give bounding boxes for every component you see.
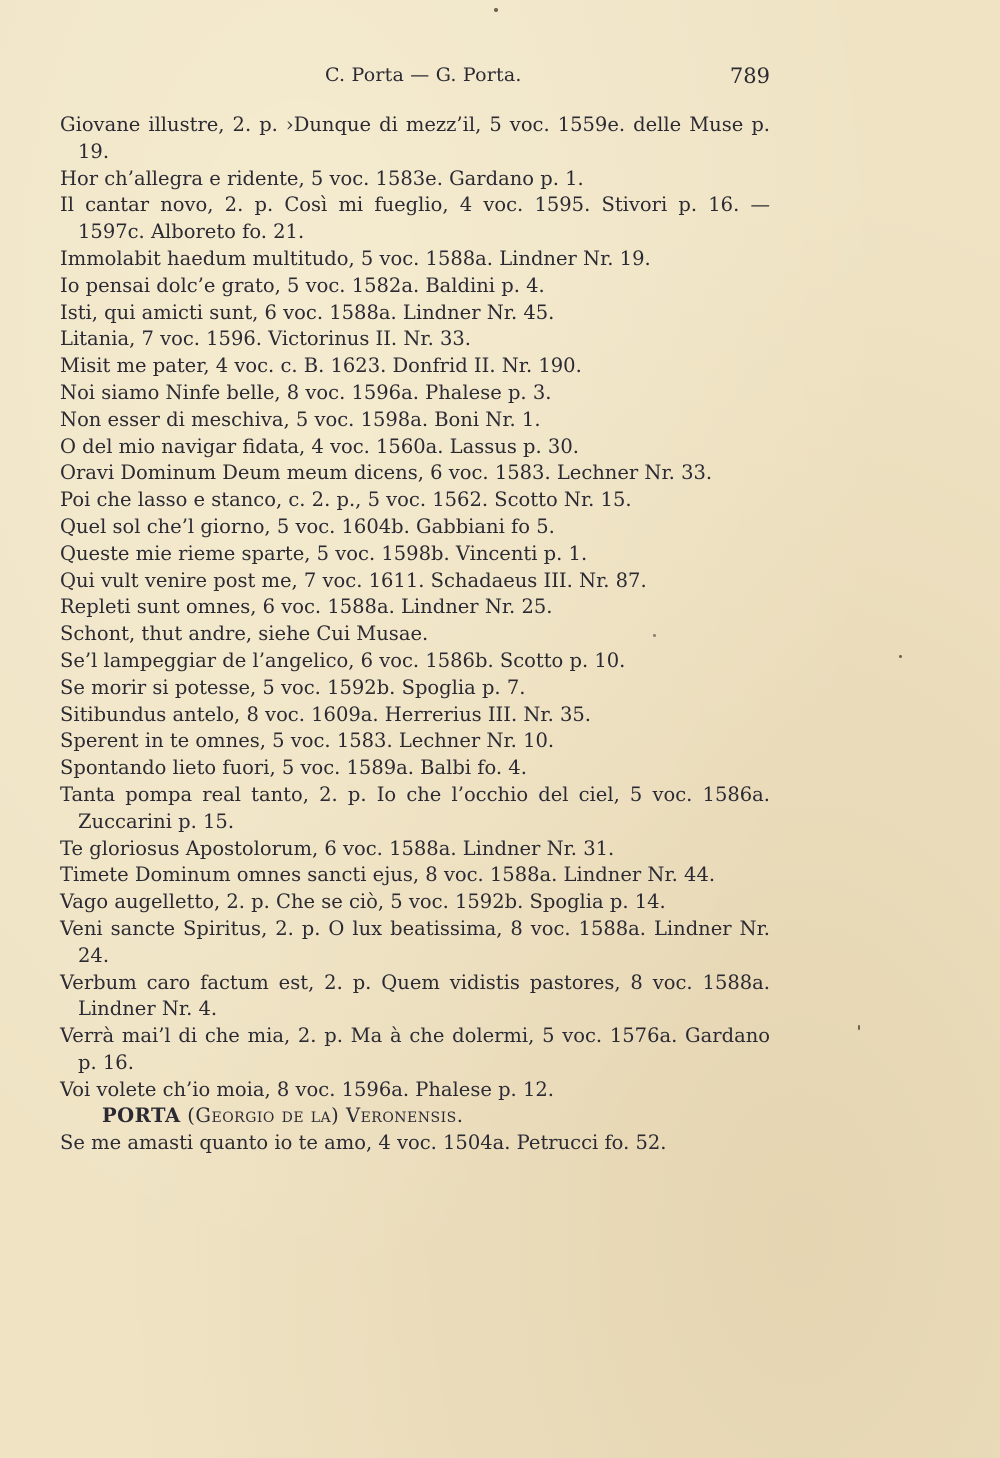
list-item: Voi volete ch’io moia, 8 voc. 1596a. Phalese p. 12. bbox=[60, 1077, 554, 1101]
list-item: Poi che lasso e stanco, c. 2. p., 5 voc. 1562. Scotto Nr. 15. bbox=[60, 488, 632, 512]
list-item: Vago augelletto, 2. p. Che se ciò, 5 voc. 1592b. Spoglia p. 14. bbox=[60, 890, 666, 914]
paper-speck bbox=[653, 634, 656, 637]
list-item: Verbum caro factum est, 2. p. Quem vidistis pastores, 8 voc. 1588a. Lindner Nr. 4. bbox=[60, 970, 770, 1021]
heading-open-paren: ( bbox=[180, 1104, 196, 1128]
list-item: Isti, qui amicti sunt, 6 voc. 1588a. Lindner Nr. 45. bbox=[60, 300, 555, 324]
list-item: Giovane illustre, 2. p. ›Dunque di mezz’il, 5 voc. 1559e. delle Muse p. 19. bbox=[60, 113, 770, 163]
section-heading bbox=[60, 1103, 770, 1130]
list-item: Il cantar novo, 2. p. Così mi fueglio, 4 voc. 1595. Stivori p. 16. — 1597c. Alboreto fo. 21. bbox=[60, 193, 770, 244]
list-item: Non esser di meschiva, 5 voc. 1598a. Boni Nr. 1. bbox=[60, 407, 541, 431]
catalog-entries bbox=[60, 112, 770, 1157]
list-item: Io pensai dolc’e grato, 5 voc. 1582a. Baldini p. 4. bbox=[60, 273, 545, 297]
list-item: Tanta pompa real tanto, 2. p. Io che l’occhio del ciel, 5 voc. 1586a. Zuccarini p. 15. bbox=[60, 782, 770, 833]
list-item: Timete Dominum omnes sancti ejus, 8 voc. 1588a. Lindner Nr. 44. bbox=[60, 863, 716, 887]
heading-given-name: Georgio de la bbox=[195, 1104, 332, 1128]
page-header bbox=[60, 64, 772, 94]
list-item: Sperent in te omnes, 5 voc. 1583. Lechner Nr. 10. bbox=[60, 729, 555, 753]
list-item: Hor ch’allegra e ridente, 5 voc. 1583e. Gardano p. 1. bbox=[60, 166, 584, 190]
list-item: Veni sancte Spiritus, 2. p. O lux beatissima, 8 voc. 1588a. Lindner Nr. 24. bbox=[60, 916, 770, 967]
list-item: Se’l lampeggiar de l’angelico, 6 voc. 1586b. Scotto p. 10. bbox=[60, 648, 626, 672]
list-item: Repleti sunt omnes, 6 voc. 1588a. Lindner Nr. 25. bbox=[60, 595, 553, 619]
list-item: Immolabit haedum multitudo, 5 voc. 1588a. Lindner Nr. 19. bbox=[60, 246, 651, 270]
list-item: Oravi Dominum Deum meum dicens, 6 voc. 1583. Lechner Nr. 33. bbox=[60, 461, 713, 485]
list-item: Noi siamo Ninfe belle, 8 voc. 1596a. Phalese p. 3. bbox=[60, 380, 552, 404]
heading-name: PORTA bbox=[102, 1104, 181, 1128]
list-item: Litania, 7 voc. 1596. Victorinus II. Nr. 33. bbox=[60, 327, 471, 351]
list-item: O del mio navigar fidata, 4 voc. 1560a. Lassus p. 30. bbox=[60, 434, 579, 458]
page-number: 789 bbox=[729, 64, 770, 88]
paper-speck bbox=[858, 1025, 860, 1030]
list-item: Sitibundus antelo, 8 voc. 1609a. Herrerius III. Nr. 35. bbox=[60, 702, 591, 726]
heading-close-paren: ) bbox=[331, 1104, 346, 1128]
paper-speck bbox=[494, 8, 498, 12]
list-item: Schont, thut andre, siehe Cui Musae. bbox=[60, 622, 429, 646]
list-item: Te gloriosus Apostolorum, 6 voc. 1588a. Lindner Nr. 31. bbox=[60, 836, 615, 860]
heading-epithet: Veronensis. bbox=[345, 1104, 464, 1128]
list-item: Queste mie rieme sparte, 5 voc. 1598b. Vincenti p. 1. bbox=[60, 541, 588, 565]
list-item: Se morir si potesse, 5 voc. 1592b. Spoglia p. 7. bbox=[60, 675, 526, 699]
list-item: Qui vult venire post me, 7 voc. 1611. Schadaeus III. Nr. 87. bbox=[60, 568, 647, 592]
list-item: Verrà mai’l di che mia, 2. p. Ma à che dolermi, 5 voc. 1576a. Gardano p. 16. bbox=[60, 1024, 770, 1074]
paper-speck bbox=[899, 655, 902, 658]
list-item: Quel sol che’l giorno, 5 voc. 1604b. Gabbiani fo 5. bbox=[60, 514, 555, 538]
list-item: Se me amasti quanto io te amo, 4 voc. 1504a. Petrucci fo. 52. bbox=[60, 1131, 667, 1155]
running-title: C. Porta — G. Porta. bbox=[325, 64, 522, 86]
list-item: Misit me pater, 4 voc. c. B. 1623. Donfrid II. Nr. 190. bbox=[60, 354, 582, 378]
list-item: Spontando lieto fuori, 5 voc. 1589a. Balbi fo. 4. bbox=[60, 756, 527, 780]
